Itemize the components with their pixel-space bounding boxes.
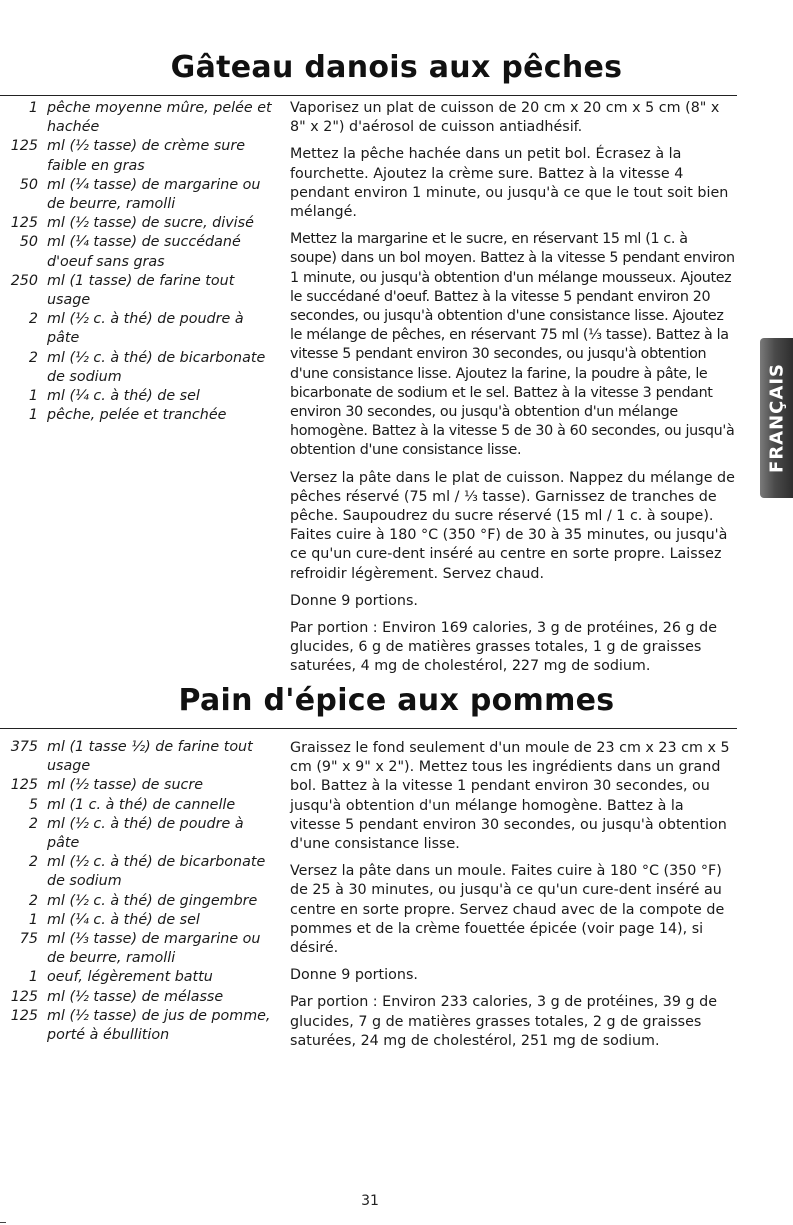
ingredient-desc: ml (½ c. à thé) de bicarbonate de sodium bbox=[47, 349, 266, 385]
ingredient-qty: 5 bbox=[28, 796, 38, 813]
ingredient-desc: ml (½ c. à thé) de poudre à pâte bbox=[47, 815, 244, 852]
ingredient-item bbox=[0, 233, 272, 271]
ingredient-desc: ml (1 c. à thé) de cannelle bbox=[47, 796, 236, 813]
ingredient-qty: 125 bbox=[10, 777, 38, 794]
language-tab bbox=[760, 338, 793, 498]
ingredient-qty: 125 bbox=[10, 988, 38, 1005]
ingredient-item bbox=[0, 738, 272, 776]
ingredient-qty: 2 bbox=[28, 311, 38, 328]
ingredient-item bbox=[0, 796, 272, 815]
ingredient-desc: ml (½ tasse) de mélasse bbox=[47, 988, 224, 1005]
ingredient-desc: ml (½ tasse) de sucre, divisé bbox=[47, 215, 254, 232]
ingredient-list bbox=[0, 738, 272, 1045]
ingredient-qty: 125 bbox=[10, 1007, 38, 1024]
ingredient-qty: 50 bbox=[19, 176, 38, 193]
corner-mark bbox=[0, 1222, 6, 1223]
direction-paragraph: Mettez la margarine et le sucre, en réservant 15 ml (1 c. à soupe) dans un bol moyen. Battez à la vitesse 5 pendant environ 1 minute, ou jusqu'à obtention d'un mélange mousseux. Ajoutez le succédané d'oeuf. Battez à la vitesse 5 pendant environ 20 secondes, ou jusqu'à obtention d'une consistance lisse. Ajoutez le mélange de pêches, en réservant 75 ml (⅓ tasse). Battez à la vitesse 5 pendant environ 30 secondes, ou jusqu'à obtention d'une consistance lisse. Ajoutez la farine, la poudre à pâte, le bicarbonate de sodium et le sel. Battez à la vitesse 3 pendant environ 30 secondes, ou jusqu'à obtention d'un mélange homogène. Battez à la vitesse 5 de 30 à 60 secondes, ou jusqu'à obtention d'une consistance lisse. bbox=[290, 231, 735, 459]
servings: Donne 9 portions. bbox=[290, 592, 418, 609]
ingredient-desc: ml (½ tasse) de sucre bbox=[47, 777, 204, 794]
ingredient-desc: pêche, pelée et tranchée bbox=[47, 407, 227, 424]
ingredient-qty: 2 bbox=[28, 349, 38, 366]
ingredient-desc: ml (½ c. à thé) de gingembre bbox=[47, 892, 258, 909]
ingredient-desc: ml (¼ tasse) de succédané d'oeuf sans gras bbox=[47, 234, 241, 270]
direction-paragraph: Vaporisez un plat de cuisson de 20 cm x 20 cm x 5 cm (8" x 8" x 2") d'aérosol de cuisson antiadhésif. bbox=[290, 100, 720, 136]
ingredient-item bbox=[0, 1007, 272, 1045]
ingredient-item bbox=[0, 406, 272, 425]
ingredient-item bbox=[0, 892, 272, 911]
ingredient-qty: 50 bbox=[19, 234, 38, 251]
ingredient-qty: 1 bbox=[28, 969, 38, 986]
direction-paragraph: Versez la pâte dans un moule. Faites cuire à 180 °C (350 °F) de 25 à 30 minutes, ou jusqu'à ce qu'un cure-dent inséré au centre en sorte propre. Servez chaud avec de la compote de pommes et de la crème fouettée épicée (voir page 14), si désiré. bbox=[290, 863, 725, 957]
direction-paragraph: Mettez la pêche hachée dans un petit bol. Écrasez à la fourchette. Ajoutez la crème sure. Battez à la vitesse 4 pendant environ 1 minute, ou jusqu'à ce que le tout soit bien mélangé. bbox=[290, 146, 729, 221]
ingredient-item bbox=[0, 272, 272, 310]
directions bbox=[290, 739, 738, 1059]
recipe-title-peach-cake: Gâteau danois aux pêches bbox=[170, 50, 623, 85]
title-rule bbox=[0, 95, 737, 96]
ingredient-item bbox=[0, 911, 272, 930]
ingredient-desc: ml (¼ c. à thé) de sel bbox=[47, 388, 200, 405]
ingredient-qty: 375 bbox=[10, 739, 38, 755]
direction-paragraph: Graissez le fond seulement d'un moule de 23 cm x 23 cm x 5 cm (9" x 9" x 2"). Mettez tous les ingrédients dans un grand bol. Battez à la vitesse 1 pendant environ 30 secondes, ou jusqu'à obtention d'un mélange homogène. Battez à la vitesse 5 pendant environ 30 secondes, ou jusqu'à obtention d'une consistance lisse. bbox=[290, 740, 730, 853]
ingredient-desc: ml (1 tasse ½) de farine tout usage bbox=[47, 739, 253, 775]
ingredient-desc: ml (½ c. à thé) de poudre à pâte bbox=[47, 311, 244, 347]
ingredient-qty: 2 bbox=[28, 815, 38, 832]
ingredient-desc: ml (¼ tasse) de margarine ou de beurre, ramolli bbox=[47, 176, 261, 213]
ingredient-desc: ml (½ tasse) de jus de pomme, porté à ébullition bbox=[47, 1007, 271, 1044]
ingredient-qty: 2 bbox=[28, 854, 38, 871]
ingredient-desc: ml (½ c. à thé) de bicarbonate de sodium bbox=[47, 854, 266, 890]
ingredient-qty: 125 bbox=[10, 138, 38, 155]
ingredient-qty: 125 bbox=[10, 215, 38, 232]
ingredient-list bbox=[0, 99, 272, 425]
ingredient-desc: pêche moyenne mûre, pelée et hachée bbox=[47, 100, 272, 136]
ingredient-desc: ml (¼ c. à thé) de sel bbox=[47, 911, 200, 928]
ingredient-qty: 1 bbox=[28, 100, 38, 116]
ingredient-item bbox=[0, 349, 272, 387]
directions bbox=[290, 99, 738, 685]
direction-paragraph: Versez la pâte dans le plat de cuisson. Nappez du mélange de pêches réservé (75 ml / ⅓ tasse). Garnissez de tranches de pêche. Saupoudrez du sucre réservé (15 ml / 1 c. à soupe). Faites cuire à 180 °C (350 °F) de 30 à 35 minutes, ou jusqu'à ce qu'un cure-dent inséré au centre en sorte propre. Laissez refroidir légèrement. Servez chaud. bbox=[290, 469, 735, 582]
ingredient-item bbox=[0, 776, 272, 795]
ingredient-item bbox=[0, 387, 272, 406]
ingredient-item bbox=[0, 176, 272, 214]
ingredient-desc: ml (1 tasse) de farine tout usage bbox=[47, 272, 235, 309]
ingredient-item bbox=[0, 137, 272, 175]
servings: Donne 9 portions. bbox=[290, 967, 418, 984]
ingredient-qty: 75 bbox=[19, 931, 38, 948]
nutrition-info: Par portion : Environ 233 calories, 3 g de protéines, 39 g de glucides, 7 g de matières grasses totales, 2 g de graisses saturées, 24 mg de cholestérol, 251 mg de sodium. bbox=[290, 994, 718, 1049]
ingredient-desc: oeuf, légèrement battu bbox=[47, 969, 213, 986]
ingredient-desc: ml (⅓ tasse) de margarine ou de beurre, ramolli bbox=[47, 931, 261, 967]
language-tab-label: FRANÇAIS bbox=[766, 363, 787, 473]
ingredient-item bbox=[0, 815, 272, 853]
page-number: 31 bbox=[361, 1193, 379, 1209]
ingredient-qty: 1 bbox=[28, 407, 38, 424]
ingredient-item bbox=[0, 853, 272, 891]
nutrition-info: Par portion : Environ 169 calories, 3 g de protéines, 26 g de glucides, 6 g de matières grasses totales, 1 g de graisses saturées, 4 mg de cholestérol, 227 mg de sodium. bbox=[290, 620, 718, 675]
ingredient-qty: 1 bbox=[28, 911, 38, 928]
ingredient-item bbox=[0, 310, 272, 348]
ingredient-item bbox=[0, 930, 272, 968]
ingredient-item bbox=[0, 988, 272, 1007]
ingredient-qty: 2 bbox=[28, 892, 38, 909]
ingredient-item bbox=[0, 968, 272, 987]
ingredient-qty: 1 bbox=[28, 388, 38, 405]
ingredient-desc: ml (½ tasse) de crème sure faible en gras bbox=[47, 138, 246, 174]
recipe-title-gingerbread: Pain d'épice aux pommes bbox=[178, 683, 615, 718]
title-rule bbox=[0, 728, 737, 729]
ingredient-qty: 250 bbox=[10, 272, 38, 289]
ingredient-item bbox=[0, 99, 272, 137]
ingredient-item bbox=[0, 214, 272, 233]
